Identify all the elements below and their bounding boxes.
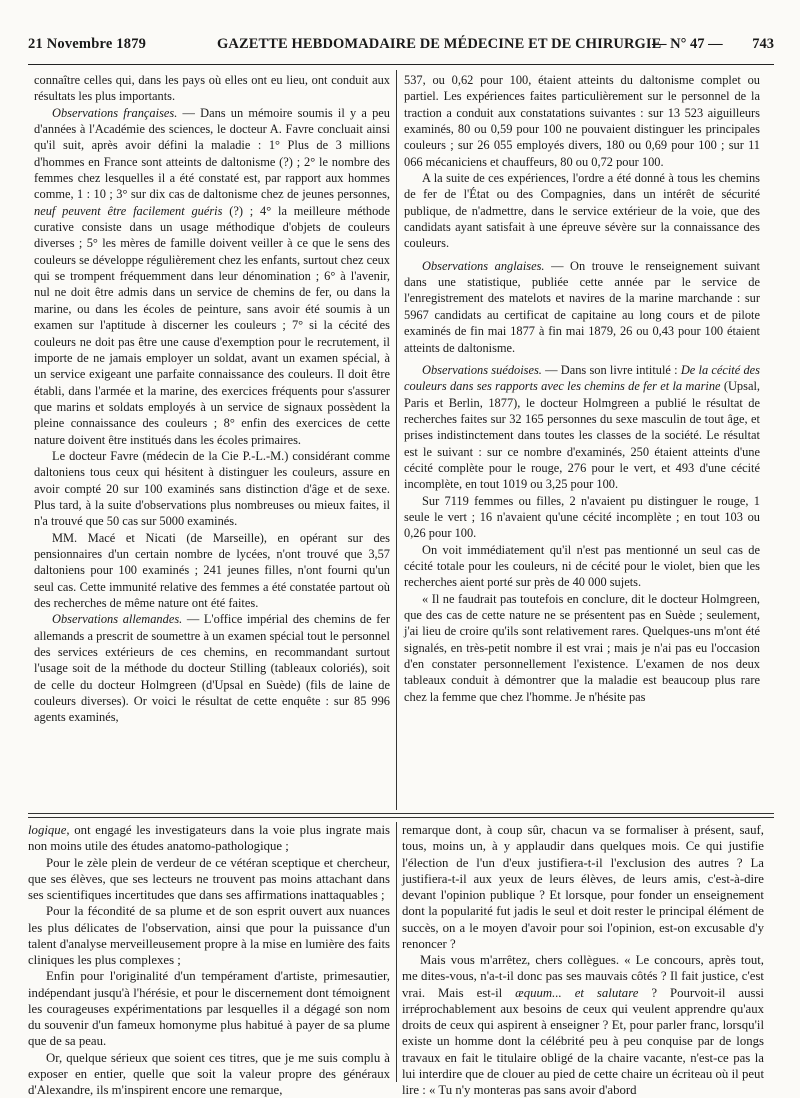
paragraph [402, 952, 764, 1098]
section-rule-lower [28, 817, 774, 818]
paragraph-text: (Upsal, Paris et Berlin, 1877), le docteur Holmgreen a publié le résultat de recherches faites sur 32 165 personnes du sexe masculin de tout âge, et prises indistinctement dans toutes les classes de la société. Le résultat est le suivant : sur ce nombre d'examinés, 250 étaient atteints d'une cécité complète pour le rouge, 276 pour le vert, et 493 d'une cécité incomplète, en tout 1019 ou 3,25 pour 100. [404, 379, 760, 491]
paragraph-text: Or, quelque sérieux que soient ces titres, que je me suis complu à exposer en entier, quelle que soit la valeur propre des généraux d'Alexandre, ils m'inspirent encore une remarque, [28, 1051, 390, 1098]
top-left-column [34, 72, 390, 812]
section-lead: Observations anglaises. [422, 259, 545, 273]
paragraph [402, 822, 764, 952]
paragraph [404, 72, 760, 170]
paragraph-text: , ont engagé les investigateurs dans la voie plus ingrate mais non moins utile des études anatomo-pathologique ; [28, 823, 390, 853]
paragraph-text: On voit immédiatement qu'il n'est pas mentionné un seul cas de cécité totale pour les couleurs, ni de cécité pour le violet, bien que les recherches aient porté sur près de 40 000 sujets. [404, 543, 760, 590]
running-header [28, 36, 774, 60]
paragraph [28, 968, 390, 1049]
paragraph [404, 362, 760, 493]
paragraph [34, 530, 390, 612]
paragraph-text: MM. Macé et Nicati (de Marseille), en opérant sur des pensionnaires d'un certain nombre de lycées, n'ont trouvé que 3,57 daltoniens pour 100 examinés ; 241 jeunes filles, n'ont fourni qu'un seul cas. Cette immunité relative des femmes a été constatée partout où des recherches de même nature ont été faites. [34, 531, 390, 610]
paragraph-text: remarque dont, à coup sûr, chacun va se formaliser à présent, sauf, tous, moins un, à y applaudir dans quelques mois. Ce qui justifie l'élection de l'un d'eux justifiera-t-il l'exclusion des autres ? La justifiera-t-il aux yeux de leurs élèves, de leurs amis, c'est-à-dire devant l'opinion publique ? Et lorsque, pour fonder un enseignement dont la popularité fut jadis le seul et doit rester le principal élément de succès, on a le moyen d'avoir pour soi l'opinion, est-on excusable d'y renoncer ? [402, 823, 764, 951]
paragraph-text: Pour le zèle plein de verdeur de ce vétéran sceptique et chercheur, que ses élèves, que ses lecteurs ne trouvent pas moins attachant dans ses scientifiques incertitudes que dans ses affirmations inattaquables ; [28, 856, 390, 903]
paragraph [28, 1050, 390, 1098]
section-lead: Observations françaises. [52, 106, 177, 120]
paragraph-text: Sur 7119 femmes ou filles, 2 n'avaient pu distinguer le rouge, 1 seule le vert ; 16 n'avaient qu'une cécité incomplète ; en tout 103 ou 0,26 pour 100. [404, 494, 760, 541]
paragraph-text: ? Pourvoit-il aussi irréprochablement aux besoins de ceux qui veulent apprendre qu'aux droits de ceux qui aspirent à enseigner ? Et, pour parler franc, lorsqu'il existe un homme dont la célébrité peu à peu conquise par de longs travaux en fait le titulaire obligé de la chaire vacante, n'est-ce pas la lui interdire que de clouer au pied de cette chaire un écriteau où il peut lire : « Tu n'y monteras pas sans avoir d'abord [402, 986, 764, 1098]
italic-phrase: De la cécité des couleurs dans ses rapports avec les chemins de fer et la marine [404, 363, 760, 393]
header-date: 21 Novembre 1879 [28, 36, 146, 53]
paragraph-text: — L'office impérial des chemins de fer allemands a prescrit de soumettre à un examen spécial tout le personnel des services extérieurs de ces chemins, en recommandant surtout l'usage soit de la méthode du docteur Stilling (tableaux coloriés), soit de celle du docteur Holmgreen (d'Upsal en Suède) (fils de laine de couleurs diverses). Or voici le résultat de cette enquête : sur 85 996 agents examinés, [34, 612, 390, 724]
paragraph-text: Mais vous m'arrêtez, chers collègues. « Le concours, après tout, me dites-vous, n'a-t-il donc pas ses mauvais côtés ? Il fait justice, c'est vrai. Mais est-il [402, 953, 764, 1000]
paragraph [404, 493, 760, 542]
paragraph-text: (?) ; 4° la meilleure méthode curative consiste dans un usage méthodique d'objets de couleurs diverses ; 5° les mères de famille doivent veiller à ce que le sens des couleurs se développe régulièrement chez les enfants, surtout chez ceux qui se trompent fréquemment dans leur dénomination ; 6° à l'avenir, nul ne doit être admis dans un service de chemins de fer, ou dans la marine, ou dans les écoles de peinture, sans avoir été soumis à un examen sur l'aptitude à discerner les couleurs ; 7° si la cécité des couleurs ne doit pas être une cause d'exemption pour le recrutement, il importe de ne jamais employer un soldat, avant un examen spécial, à un service exigeant une parfaite connaissance des couleurs. Il doit être établi, dans l'armée et la marine, des exercices fréquents pour s'assurer que marins et soldats employés à un service de signaux possèdent la pleine connaissance des couleurs ; 8° enfin des exercices de cette nature doivent être institués dans les écoles primaires. [34, 204, 390, 447]
italic-phrase: æquum... et salutare [515, 986, 638, 1000]
paragraph-text: — Dans un mémoire soumis il y a peu d'années à l'Académie des sciences, le docteur A. Favre concluait ainsi qu'il suit, après avoir défini la maladie : 1° Plus de 3 millions d'hommes en France sont atteints de daltonisme (?) ; 2° le nombre des femmes chez lesquelles il a été constaté est, par rapport aux hommes comme, 1 : 10 ; 3° sur dix cas de daltonisme chez de jeunes personnes, [34, 106, 390, 202]
section-lead: Observations allemandes. [52, 612, 182, 626]
column-divider-top [396, 70, 397, 810]
page-number: 743 [752, 36, 774, 53]
section-rule-upper [28, 813, 774, 814]
paragraph-text: 537, ou 0,62 pour 100, étaient atteints du daltonisme complet ou partiel. Les expériences faites particulièrement sur le personnel de la traction a conduit aux constatations suivantes : sur 13 523 aiguilleurs examinés, 80 ou 0,59 pour 100 ne pouvaient distinguer les principales couleurs ; sur 26 055 employés divers, 180 ou 0,69 pour 100 ; sur 11 066 mécaniciens et chauffeurs, 80 ou 0,72 pour 100. [404, 73, 760, 169]
paragraph-text: Pour la fécondité de sa plume et de son esprit ouvert aux nuances les plus délicates de l'observation, ainsi que pour la puissance d'un talent d'analyse merveilleusement propre à la mise en lumière des faits cliniques les plus complexes ; [28, 904, 390, 967]
paragraph [28, 855, 390, 904]
italic-phrase: neuf peuvent être facilement guéris [34, 204, 222, 218]
header-rule [28, 64, 774, 65]
paragraph [404, 542, 760, 591]
paragraph [34, 611, 390, 725]
paragraph [404, 258, 760, 356]
issue-number: — N° 47 — [652, 36, 723, 53]
paragraph [34, 448, 390, 530]
section-lead: Observations suédoises. [422, 363, 542, 377]
paragraph [34, 105, 390, 448]
paragraph-text: A la suite de ces expériences, l'ordre a été donné à tous les chemins de fer de l'État ou des Compagnies, dans un intérêt de sécurité publique, de n'admettre, dans le service extérieur de la voie, que des candidats ayant satisfait à une épreuve sévère sur la connaissance des couleurs. [404, 171, 760, 250]
paragraph [404, 591, 760, 705]
paragraph-text: « Il ne faudrait pas toutefois en conclure, dit le docteur Holmgreen, que des cas de cette nature ne se présentent pas en Suède ; seulement, j'ai lieu de croire qu'ils sont relativement rares. Quelques-uns m'ont été signalés, en très-petit nombre il est vrai ; mais je n'ai pas eu l'occasion d'en constater personnellement l'existence. L'examen de nos deux tableaux conduit à démontrer que la maladie est beaucoup plus rare chez la femme que chez l'homme. Je n'hésite pas [404, 592, 760, 704]
journal-title: GAZETTE HEBDOMADAIRE DE MÉDECINE ET DE CHIRURGIE [217, 36, 661, 53]
paragraph [28, 903, 390, 968]
paragraph-text: connaître celles qui, dans les pays où elles ont eu lieu, ont conduit aux résultats les plus importants. [34, 73, 390, 103]
paragraph-text: — Dans son livre intitulé : [542, 363, 681, 377]
paragraph-text: Enfin pour l'originalité d'un tempérament d'artiste, primesautier, indépendant jusqu'à l'hérésie, et pour le discernement dont témoignent les courageuses expérimentations par lesquelles il a dégagé son nom du souvenir d'un fameux homonyme plus habitué à payer de sa plume que de sa peau. [28, 969, 390, 1048]
paragraph [404, 170, 760, 252]
paragraph-text: Le docteur Favre (médecin de la Cie P.-L.-M.) considérant comme daltoniens tous ceux qui hésitent à distinguer les couleurs, assure en avoir compté 20 sur 100 examinés sans distinction d'âge et de sexe. Plus tard, à la suite d'observations plus nombreuses ou mieux faites, il n'a trouvé que 50 cas sur 5000 examinés. [34, 449, 390, 528]
bottom-right-column [402, 822, 764, 1084]
section-lead: logique [28, 823, 66, 837]
paragraph [28, 822, 390, 855]
column-divider-bottom [396, 822, 397, 1082]
bottom-left-column [28, 822, 390, 1084]
paragraph-text: — On trouve le renseignement suivant dans une statistique, publiée cette année par le service de l'enregistrement des matelots et navires de la marine marchande : sur 5967 candidats au certificat de capitaine au long cours et de pilote examinés de fin mai 1877 à fin mai 1879, 26 ou 0,43 pour 100 étaient atteints de daltonisme. [404, 259, 760, 355]
top-right-column [404, 72, 760, 812]
paragraph [34, 72, 390, 105]
